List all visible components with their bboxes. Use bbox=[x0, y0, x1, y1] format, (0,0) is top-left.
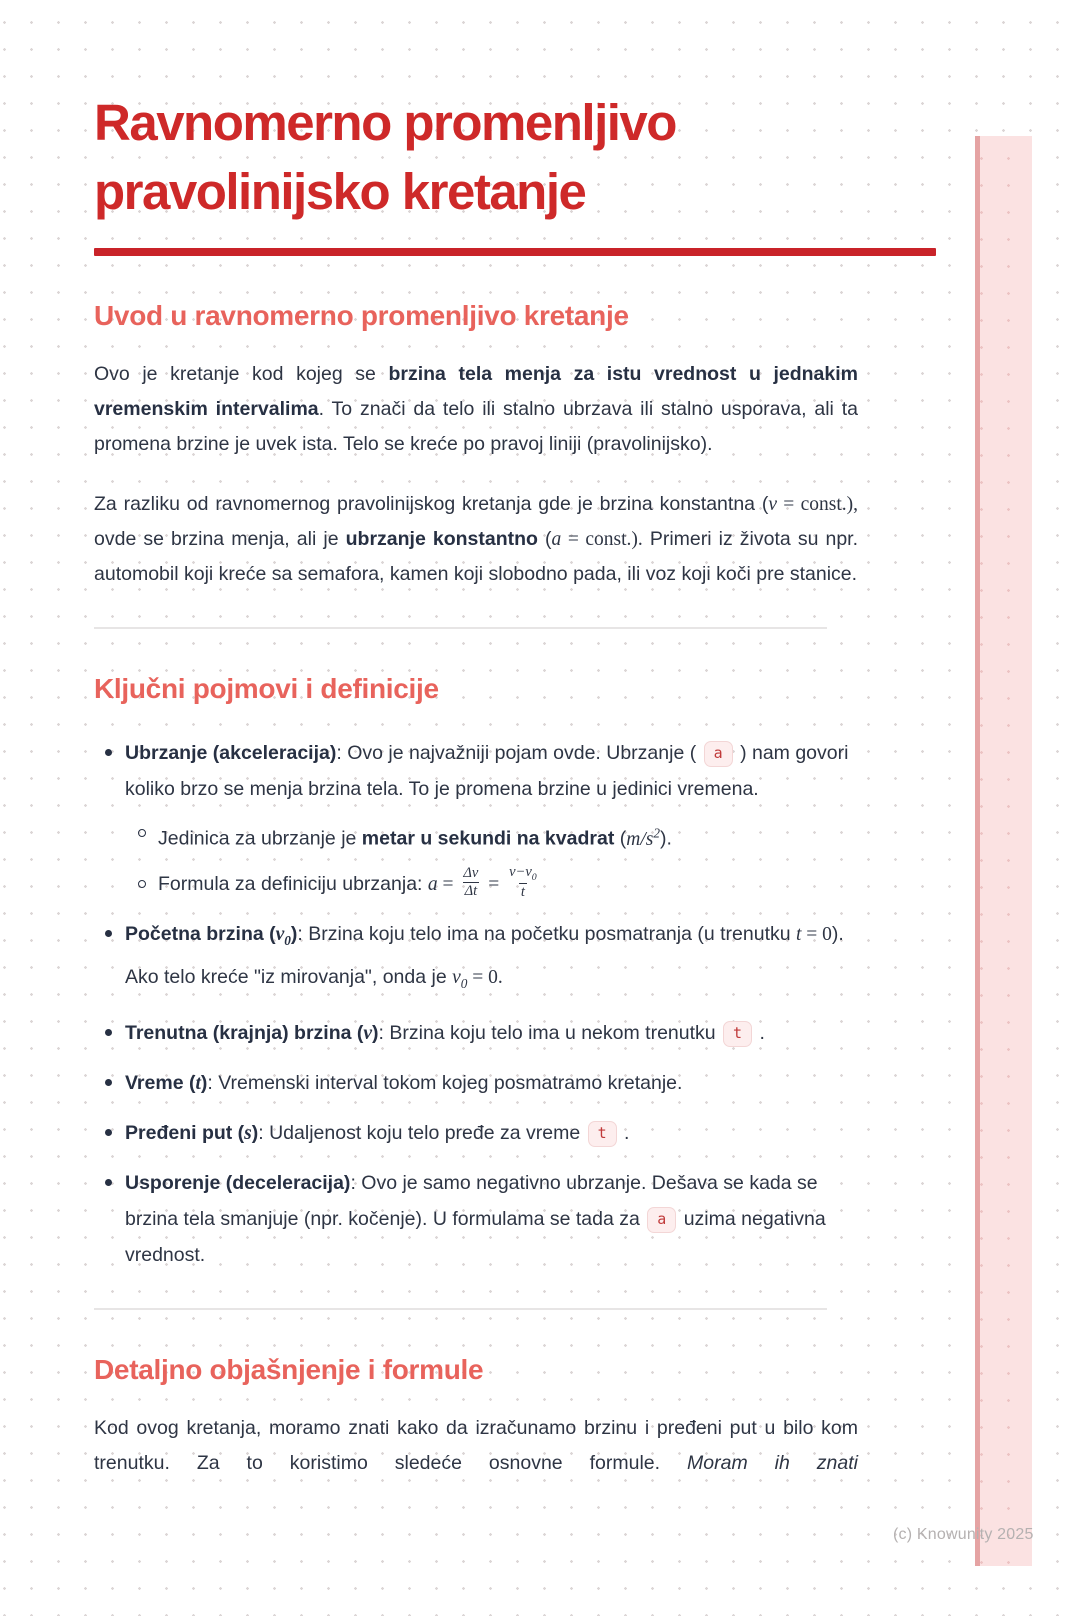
text-run: : Ovo je najvažniji pojam ovde. Ubrzanje ( bbox=[336, 742, 702, 764]
math-variable: v bbox=[452, 966, 461, 988]
text-run: uzima negativna vrednost. bbox=[125, 1207, 826, 1266]
text-run: ovde se brzina menja, ali je bbox=[94, 528, 346, 550]
term-bold: ) bbox=[251, 1121, 259, 1144]
page-title-line-2: pravolinijsko kretanje bbox=[94, 163, 586, 220]
code-chip-t: t bbox=[723, 1021, 752, 1047]
math-text: = 0 bbox=[801, 923, 832, 945]
bold-run: metar u sekundi na kvadrat bbox=[361, 827, 615, 850]
code-chip-a: a bbox=[647, 1207, 676, 1233]
text-run: . bbox=[618, 1121, 630, 1144]
title-underline-rule bbox=[94, 248, 936, 256]
section-divider bbox=[94, 1308, 827, 1310]
text-run: : Brzina koju telo ima u nekom trenutku bbox=[378, 1021, 722, 1044]
text-run: ( bbox=[614, 827, 627, 850]
text-run: ) nam govori koliko brzo se menja brzina tela. To je promena brzine u jedinici vremena. bbox=[125, 742, 849, 800]
section-heading-key-terms: Ključni pojmovi i definicije bbox=[94, 673, 439, 704]
term-bold: Ubrzanje (akceleracija) bbox=[125, 742, 337, 764]
math-text: = const.), bbox=[777, 494, 858, 515]
fraction-denominator: t bbox=[520, 884, 525, 901]
fraction-numerator: Δv bbox=[463, 865, 479, 882]
details-paragraph-1 bbox=[94, 1411, 858, 1481]
math-variable: a bbox=[551, 529, 562, 550]
decorative-pink-stripe bbox=[975, 136, 1032, 1566]
page-title-line-1: Ravnomerno promenljivo bbox=[94, 94, 676, 151]
list-item-usporenje bbox=[94, 1165, 858, 1273]
term-bold: ) bbox=[290, 922, 298, 945]
section-heading-intro: Uvod u ravnomerno promenljivo kretanje bbox=[94, 300, 629, 331]
text-run: : Ovo je samo negativno ubrzanje. Dešava se kada se brzina tela smanjuje (npr. kočenje). U formulama se tada za bbox=[125, 1171, 818, 1230]
text-run: Za razliku od ravnomernog pravolinijskog kretanja gde je brzina konstantna ( bbox=[94, 493, 769, 515]
ubrzanje-sub-list bbox=[125, 815, 858, 903]
list-item-vreme bbox=[94, 1065, 858, 1102]
page-title bbox=[94, 88, 936, 226]
document-page bbox=[94, 88, 936, 1481]
text-run: Primeri iz života su npr. automobil koji kreće sa semafora, kamen koji slobodno pada, ili voz koji koči pre stanice. bbox=[94, 528, 859, 585]
text-run: Kod ovog kretanja, moramo znati kako da izračunamo brzinu i pređeni put u bilo kom trenutku. Za to koristimo sledeće osnovne formule. bbox=[94, 1416, 858, 1474]
text-run: : Vremenski interval tokom kojeg posmatramo kretanje. bbox=[207, 1071, 683, 1094]
code-chip-t: t bbox=[588, 1121, 617, 1147]
list-item-ubrzanje bbox=[94, 735, 858, 903]
term-bold: ) bbox=[372, 1021, 379, 1044]
math-variable: t bbox=[796, 923, 802, 945]
math-variable-bold bbox=[275, 923, 291, 948]
text-run: . To znači da telo ili stalno ubrzava ili stalno usporava, ali ta promena brzine je uvek ista. Telo se kreće po pravoj liniji (pravolinijsko). bbox=[94, 398, 859, 455]
fraction-numerator bbox=[507, 864, 539, 883]
list-item-predjeni-put bbox=[94, 1115, 858, 1152]
fraction-dv-dt bbox=[461, 865, 480, 899]
math-text: = const.). bbox=[561, 529, 643, 550]
math-unit bbox=[626, 825, 660, 850]
copyright-watermark: (c) Knowunity 2025 bbox=[893, 1526, 1034, 1543]
text-run: Jedinica za ubrzanje je bbox=[158, 827, 362, 850]
bold-run: brzina tela menja za istu vrednost u jednakim vremenskim intervalima bbox=[94, 363, 858, 420]
code-chip-a: a bbox=[704, 741, 733, 767]
math-variable bbox=[452, 966, 468, 991]
term-bold: Usporenje (deceleracija) bbox=[125, 1171, 351, 1194]
section-divider bbox=[94, 627, 827, 629]
sub-item-formula bbox=[125, 863, 858, 903]
text-run: : Udaljenost koju telo pređe za vreme bbox=[258, 1121, 586, 1144]
math-variable: v bbox=[768, 494, 777, 515]
italic-run: Moram ih znati bbox=[687, 1451, 858, 1474]
math-unit-exponent: 2 bbox=[653, 825, 660, 840]
math-variable-bold: v bbox=[363, 1022, 373, 1044]
text-run: : Brzina koju telo ima na početku posmatranja (u trenutku bbox=[297, 922, 796, 945]
math-variable-bold: s bbox=[244, 1122, 252, 1144]
term-bold: ) bbox=[200, 1071, 208, 1094]
text-run: Formula za definiciju ubrzanja: bbox=[158, 872, 428, 895]
math-variable: v bbox=[275, 923, 285, 945]
math-variable: a bbox=[427, 873, 438, 895]
math-unit-base: m/s bbox=[626, 828, 654, 850]
bold-run: ubrzanje konstantno bbox=[345, 528, 538, 550]
list-item-pocetna-brzina bbox=[94, 916, 858, 1002]
fraction-denominator: Δt bbox=[464, 882, 478, 899]
sub-item-jedinica bbox=[125, 815, 858, 858]
term-bold: Početna brzina ( bbox=[125, 922, 276, 945]
math-expression: v−v bbox=[509, 863, 532, 880]
intro-paragraph-1 bbox=[94, 357, 858, 462]
list-item-trenutna-brzina bbox=[94, 1015, 858, 1052]
math-subscript: 0 bbox=[460, 975, 468, 991]
text-run: . bbox=[754, 1021, 765, 1044]
text-run: ). Ako telo kreće "iz mirovanja", onda je bbox=[125, 922, 844, 988]
math-variable-bold: t bbox=[195, 1072, 201, 1094]
math-subscript: 0 bbox=[531, 871, 537, 883]
term-bold: Vreme ( bbox=[125, 1071, 196, 1094]
math-text: = 0. bbox=[467, 966, 503, 988]
math-equals: = bbox=[483, 873, 505, 895]
key-terms-list bbox=[94, 735, 858, 1273]
text-run: Ovo je kretanje kod kojeg se bbox=[94, 363, 389, 385]
term-bold: Trenutna (krajnja) brzina ( bbox=[125, 1021, 364, 1044]
text-run: ). bbox=[659, 827, 672, 850]
section-heading-details: Detaljno objašnjenje i formule bbox=[94, 1353, 484, 1385]
math-subscript: 0 bbox=[284, 932, 291, 948]
math-equals: = bbox=[437, 873, 459, 895]
intro-paragraph-2 bbox=[94, 487, 858, 592]
fraction-v-v0-t bbox=[507, 864, 539, 901]
text-run: ( bbox=[537, 528, 552, 550]
term-bold: Pređeni put ( bbox=[125, 1121, 245, 1144]
